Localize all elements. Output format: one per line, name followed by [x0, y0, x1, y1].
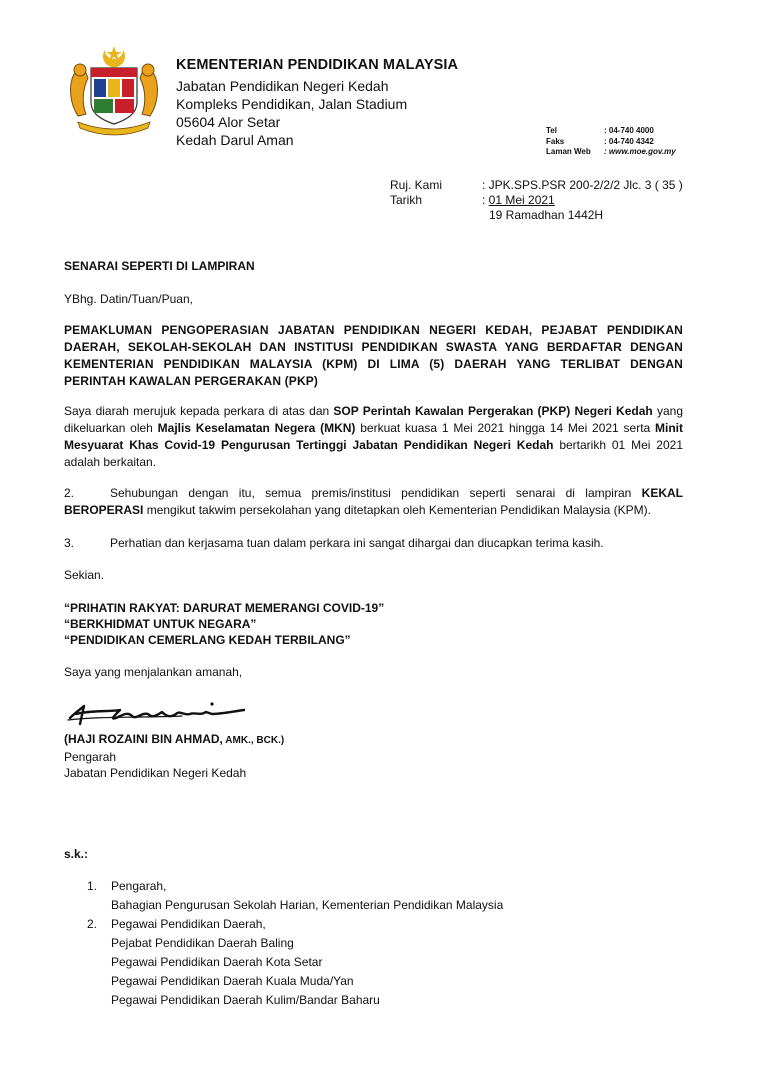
tarikh-value: 01 Mei 2021: [488, 193, 555, 207]
ruj-label: Ruj. Kami: [390, 178, 443, 192]
cc-line: Bahagian Pengurusan Sekolah Harian, Kementerian Pendidikan Malaysia: [111, 898, 504, 912]
bold-text: Minit Mesyuarat Khas Covid-19 Pengurusan Tertinggi Jabatan Pendidikan Negeri Kedah: [64, 421, 683, 452]
signatory-title: Pengarah: [64, 750, 117, 764]
text: Sehubungan dengan itu, semua premis/institusi pendidikan seperti senarai di lampiran: [110, 486, 642, 500]
malaysia-coat-of-arms-icon: [64, 44, 164, 136]
fax-value: : 04-740 4342: [604, 136, 654, 146]
signature-image: [62, 694, 252, 728]
text: Perhatian dan kerjasama tuan dalam perkara ini sangat dihargai dan diucapkan terima kasih.: [110, 536, 604, 550]
cc-line: Pegawai Pendidikan Daerah Kota Setar: [111, 955, 323, 969]
text: mengikut takwim persekolahan yang ditetapkan oleh Kementerian Pendidikan Malaysia (KPM).: [143, 503, 651, 517]
reference-block: [390, 178, 683, 223]
cc-line: Pengarah,: [111, 879, 167, 893]
tarikh-label: Tarikh: [390, 193, 423, 207]
web-value: : www.moe.gov.my: [604, 147, 676, 156]
bold-text: SOP Perintah Kawalan Pergerakan (PKP) Negeri Kedah: [333, 404, 653, 418]
text: bertarikh 01 Mei 2021 adalah berkaitan.: [64, 438, 683, 469]
signatory-block: [64, 731, 284, 781]
slogan: “BERKHIDMAT UNTUK NEGARA”: [64, 617, 257, 631]
tarikh-prefix: :: [482, 193, 489, 207]
signatory-honours: AMK., BCK.): [222, 735, 285, 746]
cc-item: [87, 877, 503, 915]
paragraph-1: [64, 403, 683, 471]
contact-block: [546, 126, 676, 158]
cc-label: s.k.:: [64, 847, 89, 861]
text: yang dikeluarkan oleh: [64, 404, 683, 435]
cc-line: Pejabat Pendidikan Daerah Baling: [111, 936, 294, 950]
tel-value: : 04-740 4000: [604, 126, 654, 135]
closing: Sekian.: [64, 568, 105, 582]
fax-label: Faks: [546, 136, 565, 146]
paragraph-number: 2.: [64, 486, 75, 500]
bold-text: KEKAL BEROPERASI: [64, 486, 683, 517]
web-label: Laman Web: [546, 147, 591, 156]
paragraph-number: 3.: [64, 536, 75, 550]
address-line: Kedah Darul Aman: [176, 132, 294, 148]
tel-label: Tel: [546, 126, 557, 135]
subject-heading: PEMAKLUMAN PENGOPERASIAN JABATAN PENDIDIKAN NEGERI KEDAH, PEJABAT PENDIDIKAN DAERAH, SEKOLAH-SEKOLAH DAN INSTITUSI PENDIDIKAN SWASTA YANG BERDAFTAR DENGAN KEMENTERIAN PENDIDIKAN MALAYSIA (KPM) DI LIMA (5) DAERAH YANG TERLIBAT DENGAN PERINTAH KAWALAN PERGERAKAN (PKP): [64, 323, 683, 388]
bold-text: Majlis Keselamatan Negera (MKN): [157, 421, 356, 435]
ministry-name: KEMENTERIAN PENDIDIKAN MALAYSIA: [176, 57, 459, 73]
cc-item: [87, 915, 503, 1010]
cc-number: 2.: [87, 917, 98, 931]
cc-line: Pegawai Pendidikan Daerah,: [111, 917, 266, 931]
text: berkuat kuasa 1 Mei 2021 hingga 14 Mei 2021 serta: [355, 421, 655, 435]
recipient: SENARAI SEPERTI DI LAMPIRAN: [64, 259, 255, 273]
address-line: 05604 Alor Setar: [176, 114, 281, 130]
text: Saya diarah merujuk kepada perkara di atas dan: [64, 404, 334, 418]
cc-list: [87, 877, 503, 1010]
cc-line: Pegawai Pendidikan Daerah Kulim/Bandar Baharu: [111, 993, 380, 1007]
signatory-name: (HAJI ROZAINI BIN AHMAD,: [64, 732, 223, 746]
address-line: Jabatan Pendidikan Negeri Kedah: [176, 78, 389, 94]
address-line: Kompleks Pendidikan, Jalan Stadium: [176, 96, 408, 112]
slogans: [64, 600, 384, 648]
slogan: “PENDIDIKAN CEMERLANG KEDAH TERBILANG”: [64, 633, 351, 647]
hijri-date: 19 Ramadhan 1442H: [489, 208, 604, 222]
cc-number: 1.: [87, 879, 98, 893]
salutation: YBhg. Datin/Tuan/Puan,: [64, 292, 193, 306]
paragraph-2: [64, 485, 683, 519]
cc-line: Pegawai Pendidikan Daerah Kuala Muda/Yan: [111, 974, 354, 988]
signoff: Saya yang menjalankan amanah,: [64, 665, 243, 679]
slogan: “PRIHATIN RAKYAT: DARURAT MEMERANGI COVID-19”: [64, 601, 385, 615]
signatory-org: Jabatan Pendidikan Negeri Kedah: [64, 766, 247, 780]
ruj-value: : JPK.SPS.PSR 200-2/2/2 Jlc. 3 ( 35 ): [482, 178, 683, 192]
paragraph-3: [64, 535, 683, 552]
